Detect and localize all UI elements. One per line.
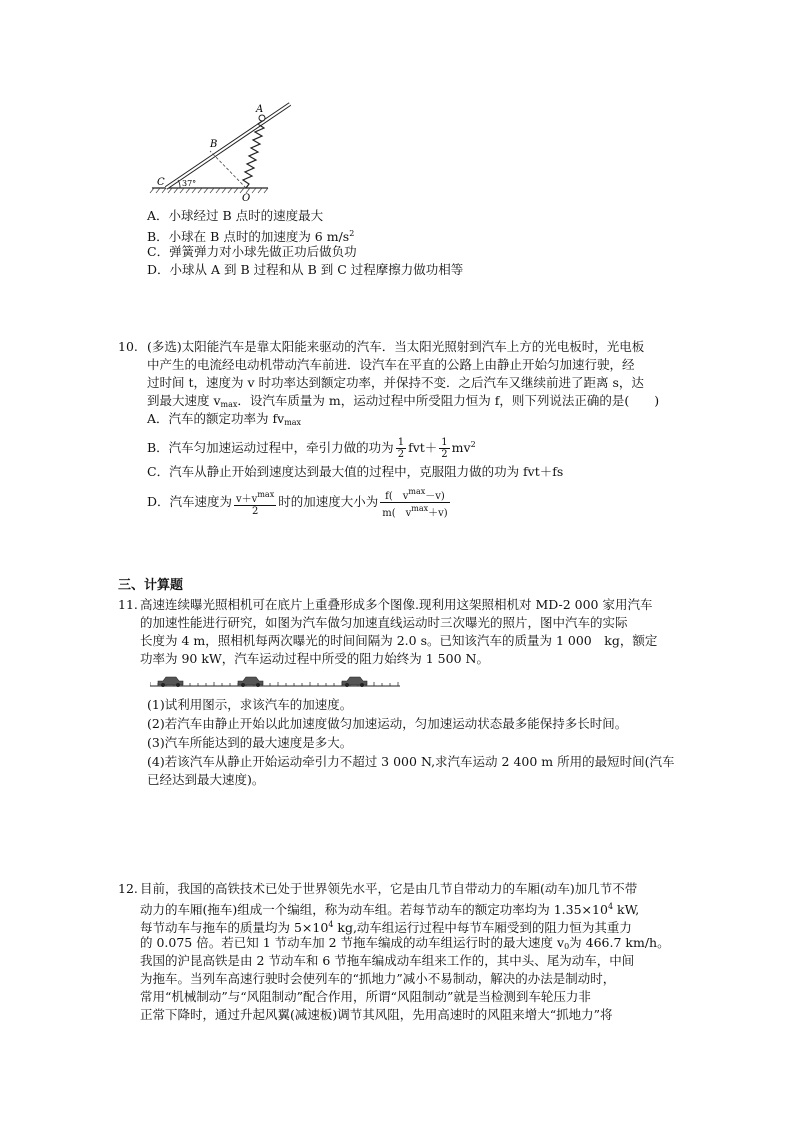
q9-option-d: D．小球从 A 到 B 过程和从 B 到 C 过程摩擦力做功相等 xyxy=(147,262,464,277)
q10-number: 10. xyxy=(118,339,138,354)
frac-num-text: f( v xyxy=(385,491,409,502)
q11-sub4a: (4)若该汽车从静止开始运动牵引力不超过 3 000 N,求汽车运动 2 400 m 所用的最短时间(汽车 xyxy=(147,754,675,769)
q10-option-b-text: B．汽车匀加速运动过程中，牵引力做的功为 xyxy=(147,440,394,455)
q11-sub4b: 已经达到最大速度)。 xyxy=(147,772,265,787)
q10-line3: 过时间 t，速度为 v 时功率达到额定功率，并保持不变．之后汽车又继续前进了距离 s，达 xyxy=(147,375,644,390)
q12-line2-sup: 4 xyxy=(607,902,614,911)
q11-line2: 的加速性能进行研究，如图为汽车做匀加速直线运动时三次曝光的照片，图中汽车的实际 xyxy=(140,615,628,630)
frac-num: 1 xyxy=(441,437,448,448)
frac-den-text: m( v xyxy=(382,508,412,519)
q12-line3-end: kg,动车组运行过程中每节车厢受到的阻力恒为其重力 xyxy=(333,920,632,935)
q10-option-d-frac2 xyxy=(380,486,449,519)
q12-line8: 正常下降时，通过升起风翼(减速板)调节其风阻，先用高速时的风阻来增大“抓地力”将 xyxy=(140,1007,613,1022)
q12-number: 12. xyxy=(118,881,138,896)
q10-line4-sub: max xyxy=(220,400,238,409)
q10-line1: (多选)太阳能汽车是靠太阳能来驱动的汽车．当太阳光照射到汽车上方的光电板时，光电板 xyxy=(147,339,645,354)
q10-option-a-sub: max xyxy=(284,418,302,427)
q12-line4-sub: 0 xyxy=(564,942,570,951)
q10-line4a: 到最大速度 v xyxy=(147,393,221,408)
q10-option-b-frac2 xyxy=(439,437,449,460)
q11-number: 11. xyxy=(118,597,138,612)
frac-den: 2 xyxy=(397,449,405,460)
q10-option-b-frac1 xyxy=(396,437,406,460)
frac-num xyxy=(380,486,449,503)
q12-line1: 目前，我国的高铁技术已处于世界领先水平，它是由几节自带动力的车厢(动车)加几节不带 xyxy=(140,881,638,896)
q10-option-d-frac1 xyxy=(234,489,276,517)
label-o: O xyxy=(242,193,251,204)
label-b: B xyxy=(210,139,218,150)
q12-line6: 为拖车。当列车高速行驶时会使列车的“抓地力”减小不易制动，解决的办法是制动时， xyxy=(140,971,616,986)
label-a: A xyxy=(256,104,264,115)
q9-option-c: C．弹簧弹力对小球先做正功后做负功 xyxy=(147,244,357,259)
q12-line4-end: 为 466.7 km/h。 xyxy=(569,935,670,950)
q12-line7: 常用“机械制动”与“风阻制动”配合作用，所谓“风阻制动”就是当检测到车轮压力非 xyxy=(140,989,591,1004)
frac-num-end: －v) xyxy=(425,491,445,502)
q10-option-d-text: D．汽车速度为 xyxy=(147,494,233,509)
frac-den-sup: max xyxy=(411,504,429,513)
q9-option-b-text: B．小球在 B 点时的加速度为 6 m/s xyxy=(147,229,350,244)
q10-option-b-end: mv xyxy=(451,440,471,455)
frac-den-end: ＋v) xyxy=(428,508,448,519)
q12-line5: 我国的沪昆高铁是由 2 节动车和 6 节拖车编成动车组来工作的，其中头、尾为动车，中间 xyxy=(140,953,635,968)
q10-line4b: ．设汽车质量为 m，运动过程中所受阻力恒为 f，则下列说法正确的是( ) xyxy=(237,393,660,408)
q10-option-b-mid: fvt＋ xyxy=(408,440,438,455)
q11-line4: 功率为 90 kW，汽车运动过程中所受的阻力始终为 1 500 N。 xyxy=(140,651,489,666)
section-title: 三、计算题 xyxy=(118,578,184,593)
q9-option-a: A．小球经过 B 点时的速度最大 xyxy=(147,208,324,223)
q10-option-b xyxy=(147,432,476,461)
frac-num-sup: max xyxy=(257,489,275,499)
q12-line3-text: 每节动车与拖车的质量均为 5×10 xyxy=(140,920,329,935)
q10-option-c: C．汽车从静止开始到速度达到最大值的过程中，克服阻力做的功为 fvt＋fs xyxy=(147,464,564,479)
frac-num-sup: max xyxy=(408,487,426,496)
q9-option-b-sup: 2 xyxy=(349,229,355,238)
q10-option-b-sup: 2 xyxy=(470,440,476,449)
q10-option-d-mid: 时的加速度大小为 xyxy=(278,494,379,509)
exposure-photo-figure xyxy=(150,671,402,691)
q11-sub3: (3)汽车所能达到的最大速度是多大。 xyxy=(147,735,353,750)
q12-line3-sup: 4 xyxy=(328,920,334,929)
angle-label: 37° xyxy=(182,179,197,188)
frac-num-text: v＋v xyxy=(236,493,258,505)
q12-line4-text: 的 0.075 倍。若已知 1 节动车加 2 节拖车编成的动车组运行时的最大速度 v xyxy=(140,935,565,950)
q12-line2-text: 动力的车厢(拖车)组成一个编组，称为动车组。若每节动车的额定功率均为 1.35×10 xyxy=(140,902,608,917)
q11-sub2: (2)若汽车由静止开始以此加速度做匀加速运动，匀加速运动状态最多能保持多长时间。 xyxy=(147,716,628,731)
incline-spring-figure xyxy=(148,100,298,205)
frac-den: 2 xyxy=(441,449,448,460)
q11-line1: 高速连续曝光照相机可在底片上重叠形成多个图像.现利用这架照相机对 MD-2 000 家用汽车 xyxy=(140,597,653,612)
q10-line2: 中产生的电流经电动机带动汽车前进．设汽车在平直的公路上由静止开始匀加速行驶，经 xyxy=(147,357,635,372)
q11-line3: 长度为 4 m，照相机每两次曝光的时间间隔为 2.0 s。已知该汽车的质量为 1 000 kg，额定 xyxy=(140,633,658,648)
frac-den xyxy=(380,503,449,519)
q12-line2-end: kW, xyxy=(613,902,640,917)
frac-num: 1 xyxy=(397,437,405,448)
q10-option-d xyxy=(147,486,452,519)
frac-den: 2 xyxy=(251,505,259,517)
q10-option-a-text: A．汽车的额定功率为 fv xyxy=(147,411,285,426)
q11-sub1: (1)试利用图示，求该汽车的加速度。 xyxy=(147,697,353,712)
frac-num xyxy=(234,489,276,506)
q10-option-a xyxy=(147,410,301,432)
label-c: C xyxy=(157,177,165,188)
